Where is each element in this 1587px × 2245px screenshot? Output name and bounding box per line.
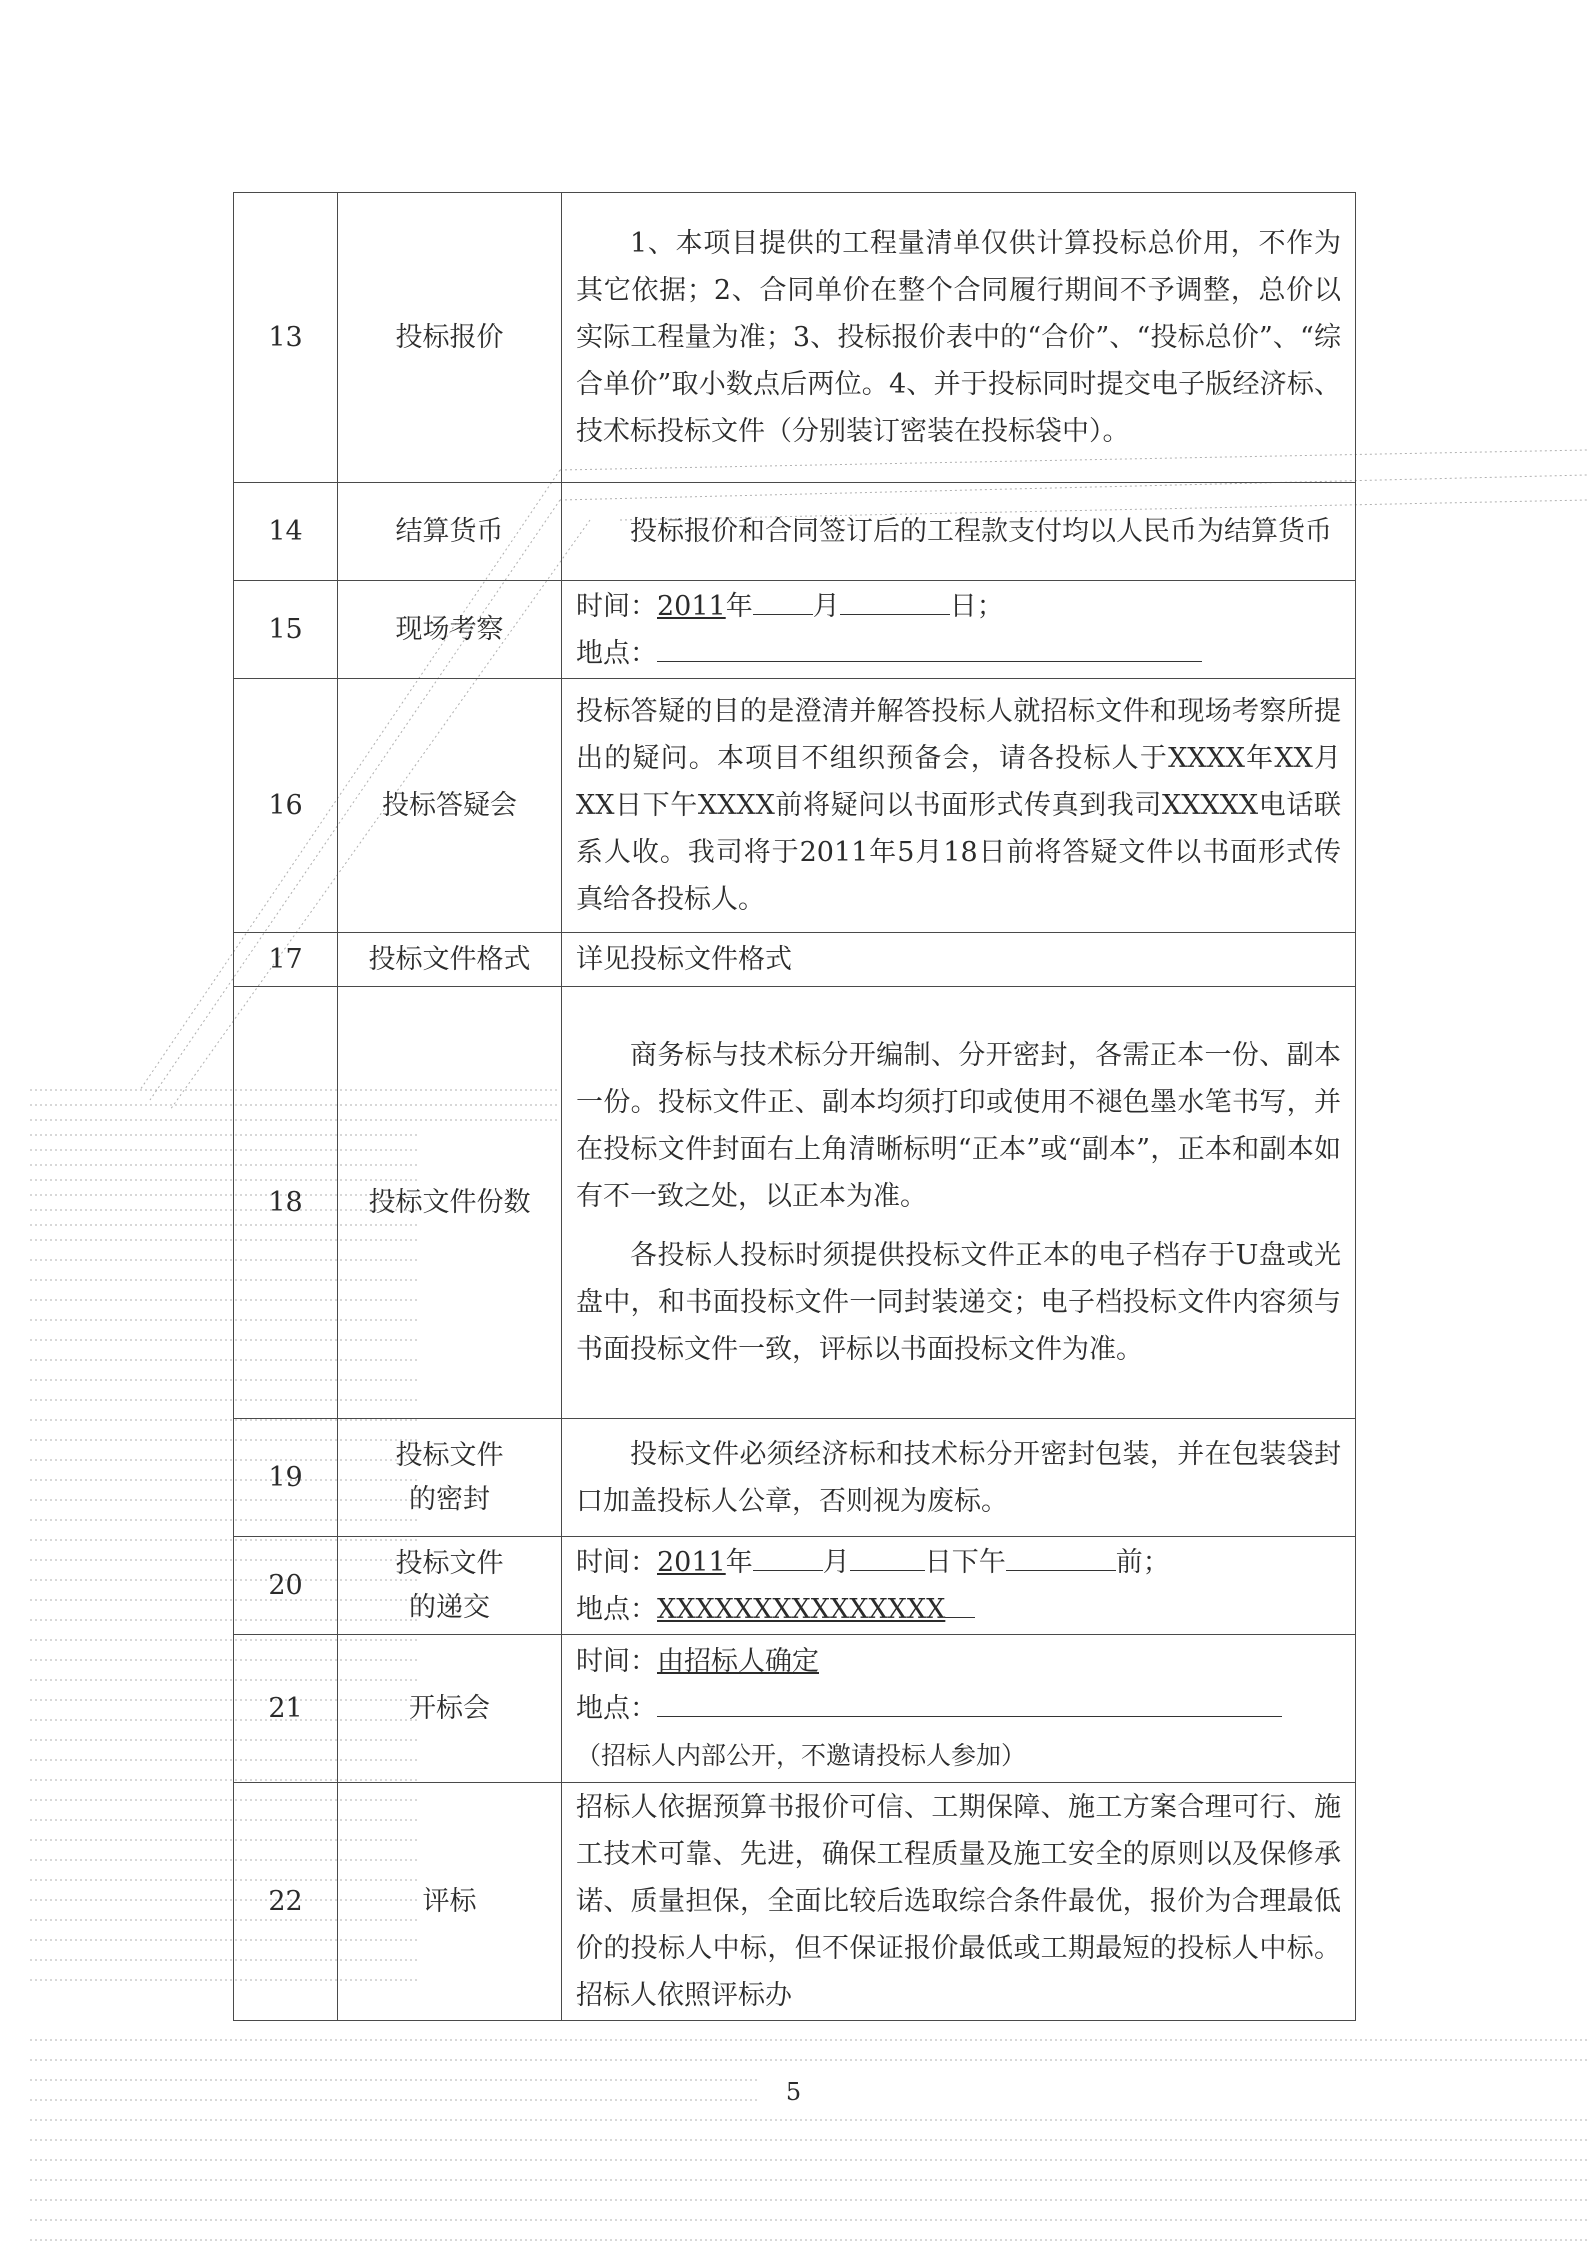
time-label: 时间： [576,1646,657,1677]
time-line [576,1638,1341,1685]
row-content [562,483,1356,581]
row-title: 投标报价 [338,193,562,483]
row-title: 投标答疑会 [338,679,562,933]
row-number: 15 [234,581,338,679]
table-row [234,193,1356,483]
row-number: 20 [234,1537,338,1635]
row-title [338,1419,562,1537]
row-content [562,1419,1356,1537]
row-content [562,1783,1356,2021]
row-number: 22 [234,1783,338,2021]
place-label: 地点： [576,637,657,669]
row-number: 13 [234,193,338,483]
row-number: 17 [234,933,338,987]
row-text: 投标文件必须经济标和技术标分开密封包装，并在包装袋封口加盖投标人公章，否则视为废标。 [576,1438,1341,1517]
month-blank [753,584,813,615]
row-number: 16 [234,679,338,933]
row-text: 1、本项目提供的工程量清单仅供计算投标总价用，不作为其它依据；2、合同单价在整个合同履行期间不予调整，总价以实际工程量为准；3、投标报价表中的“合价”、“投标总价”、“综合单价”取小数点后两位。4、并于投标同时提交电子版经济标、技术标投标文件（分别装订密装在投标袋中）。 [576,228,1341,447]
place-blank [945,1587,975,1618]
row-text: 投标报价和合同签订后的工程款支付均以人民币为结算货币 [630,516,1332,547]
place-label: 地点： [576,1593,657,1625]
row-content [562,1537,1356,1635]
row-number: 21 [234,1635,338,1783]
row-number: 19 [234,1419,338,1537]
time-line [576,1539,1341,1586]
day-blank [850,1540,925,1571]
place-blank [657,1686,1282,1717]
time-label: 时间： [576,590,657,622]
place-label: 地点： [576,1693,657,1724]
place-blank [657,631,1202,662]
page-number: 5 [785,2078,802,2106]
table-row [234,1419,1356,1537]
month-unit: 月 [822,1546,850,1578]
year-value: 2011 [657,1546,726,1578]
row-content [562,679,1356,933]
time-value: 由招标人确定 [657,1646,819,1677]
row-number: 18 [234,987,338,1419]
time-label: 时间： [576,1546,657,1578]
row-note: （招标人内部公开，不邀请投标人参加） [576,1741,1027,1770]
row-text: 投标答疑的目的是澄清并解答投标人就招标文件和现场考察所提出的疑问。本项目不组织预备会，请各投标人于XXXX年XX月XX日下午XXXX前将疑问以书面形式传真到我司XXXXX电话联系人收。我司将于2011年5月18日前将答疑文件以书面形式传真给各投标人。 [576,696,1341,915]
row-number: 14 [234,483,338,581]
row-title: 投标文件格式 [338,933,562,987]
row-content [562,581,1356,679]
row-title-line1: 投标文件 [395,1547,504,1579]
table-row [234,1537,1356,1635]
table-row [234,1783,1356,2021]
table-row [234,987,1356,1419]
row-title-line2: 的递交 [409,1591,490,1623]
time-line [576,583,1341,630]
hour-blank [1006,1540,1116,1571]
row-text: 招标人依据预算书报价可信、工期保障、施工方案合理可行、施工技术可靠、先进，确保工程质量及施工安全的原则以及保修承诺、质量担保，全面比较后选取综合条件最优，报价为合理最低价的投标人中标，但不保证报价最低或工期最短的投标人中标。招标人依照评标办 [576,1792,1341,2011]
place-line [576,1685,1341,1732]
year-unit: 年 [725,590,753,622]
day-blank [840,584,950,615]
row-title: 现场考察 [338,581,562,679]
row-paragraph-1: 商务标与技术标分开编制、分开密封，各需正本一份、副本一份。投标文件正、副本均须打印或使用不褪色墨水笔书写，并在投标文件封面右上角清晰标明“正本”或“副本”，正本和副本如有不一致之处，以正本为准。 [576,1040,1341,1212]
bid-info-table [233,192,1356,2021]
place-value: XXXXXXXXXXXXXXX [657,1593,946,1625]
month-unit: 月 [812,590,840,622]
row-content [562,193,1356,483]
row-text: 详见投标文件格式 [576,944,792,975]
day-unit: 日下午 [924,1546,1006,1578]
day-unit: 日； [949,590,1004,622]
row-title-line2: 的密封 [409,1483,490,1515]
table-row [234,483,1356,581]
place-line [576,630,1341,677]
table-row [234,581,1356,679]
table-row [234,679,1356,933]
row-title: 开标会 [338,1635,562,1783]
year-unit: 年 [725,1546,753,1578]
row-content [562,987,1356,1419]
table-row [234,1635,1356,1783]
row-paragraph-2: 各投标人投标时须提供投标文件正本的电子档存于U盘或光盘中，和书面投标文件一同封装递交；电子档投标文件内容须与书面投标文件一致，评标以书面投标文件为准。 [576,1240,1341,1365]
row-title: 投标文件份数 [338,987,562,1419]
row-content [562,1635,1356,1783]
row-title: 结算货币 [338,483,562,581]
row-title-line1: 投标文件 [395,1439,504,1471]
table-row [234,933,1356,987]
place-line [576,1586,1341,1633]
row-title [338,1537,562,1635]
before-text: 前； [1115,1546,1170,1578]
row-title: 评标 [338,1783,562,2021]
month-blank [753,1540,823,1571]
year-value: 2011 [657,590,726,622]
row-content [562,933,1356,987]
